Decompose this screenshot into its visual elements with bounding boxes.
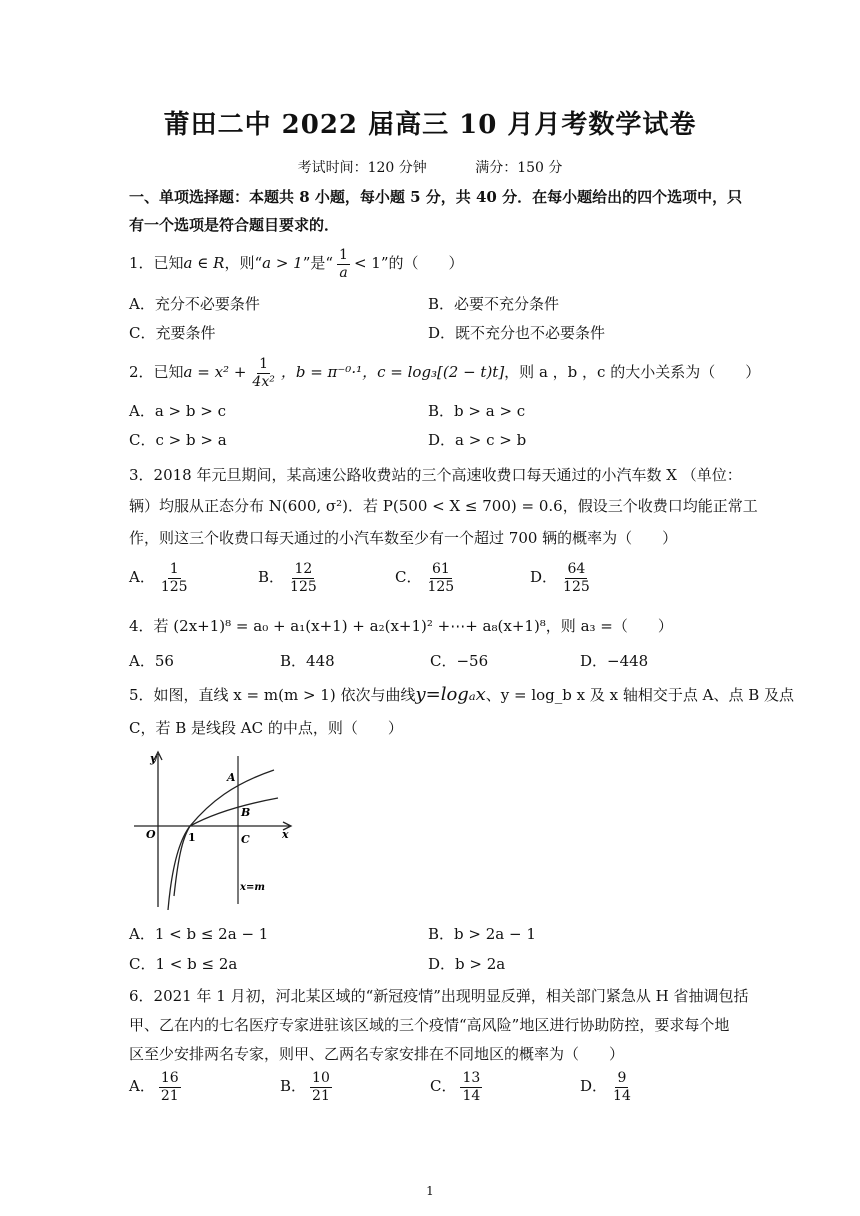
- q2-a-expr: a = x² +: [183, 363, 247, 382]
- q4-option-c: C．−56: [430, 652, 489, 670]
- q1-mid2: ”是“: [302, 254, 334, 273]
- q3-option-c: C． $\frac{61}{125}$: [395, 561, 455, 595]
- label-y: y: [150, 752, 157, 765]
- q5-figure: [128, 744, 298, 914]
- q1-option-c: C．充要条件: [129, 324, 216, 342]
- q2-option-d: D．a > c > b: [428, 431, 527, 449]
- q2-b-expr: ，b = π⁻⁰·¹，: [280, 363, 378, 382]
- q5-curve-expr: y=logₐx: [415, 684, 486, 705]
- q2-option-c: C．c > b > a: [129, 431, 227, 449]
- question-2: [129, 357, 760, 389]
- q6-line2: 甲、乙在内的七名医疗专家进驻该区域的三个疫情“高风险”地区进行协助防控，要求每个地: [129, 1016, 730, 1034]
- q1-math1: a ∈ R: [183, 254, 225, 273]
- label-point-a: A: [227, 771, 236, 784]
- q6-option-b: B． $\frac{10}{21}$: [280, 1070, 330, 1104]
- q6-option-d: D． $\frac{9}{14}$: [580, 1070, 631, 1104]
- label-line-x-eq-m: x=m: [240, 882, 265, 893]
- q2-option-a: A．a > b > c: [129, 402, 226, 420]
- label-x: x: [282, 828, 289, 841]
- q6-option-a: A． $\frac{16}{21}$: [129, 1070, 179, 1104]
- q3-line3: 作，则这三个收费口每天通过的小汽车数至少有一个超过 700 辆的概率为（ ）: [129, 529, 678, 547]
- q2-fraction: $\frac{1}{\text{4x²}}$: [252, 356, 275, 390]
- q3-line1: 3．2018 年元旦期间，某高速公路收费站的三个高速收费口每天通过的小汽车数 X （单位：: [129, 466, 742, 484]
- q1-before: 1．已知: [129, 254, 184, 273]
- q4-text: 4．若 (2x+1)⁸ = a₀ + a₁(x+1) + a₂(x+1)² +⋯+ a₈(x+1)⁸，则 a₃ =（ ）: [129, 617, 673, 635]
- q5-option-d: D．b > 2a: [428, 955, 506, 973]
- q2-after: ，则 a ，b ，c 的大小关系为（ ）: [504, 363, 761, 382]
- q6-line3: 区至少安排两名专家，则甲、乙两名专家安排在不同地区的概率为（ ）: [129, 1045, 625, 1063]
- q3-option-b: B． $\frac{12}{125}$: [258, 561, 317, 595]
- exam-score: 满分：150 分: [475, 160, 563, 176]
- q1-option-b: B．必要不充分条件: [428, 295, 560, 313]
- section-heading-line2: 有一个选项是符合题目要求的．: [129, 216, 340, 234]
- q1-after: ”的（ ）: [380, 254, 464, 273]
- label-point-b: B: [241, 806, 251, 819]
- q5-line2: C，若 B 是线段 AC 的中点，则（ ）: [129, 719, 403, 737]
- q2-c-expr: c = log₃[(2 − t)t]: [377, 363, 505, 382]
- q4-option-b: B．448: [280, 652, 335, 670]
- page-title: 莆田二中 2022 届高三 10 月月考数学试卷: [163, 110, 697, 140]
- q5-option-c: C．1 < b ≤ 2a: [129, 955, 238, 973]
- q5-option-b: B．b > 2a − 1: [428, 925, 536, 943]
- section-heading-line1: 一、单项选择题：本题共 8 小题，每小题 5 分，共 40 分．在每小题给出的四个选项中，只: [129, 188, 743, 206]
- q1-math3: < 1: [353, 254, 381, 273]
- label-one: 1: [188, 831, 196, 844]
- q6-line1: 6．2021 年 1 月初，河北某区域的“新冠疫情”出现明显反弹，相关部门紧急从 H 省抽调包括: [129, 987, 749, 1005]
- q5-option-a: A．1 < b ≤ 2a − 1: [129, 925, 269, 943]
- q1-mid1: ，则“: [224, 254, 263, 273]
- exam-time: 考试时间：120 分钟: [297, 160, 427, 176]
- q1-math2: a > 1: [262, 254, 303, 273]
- q1-fraction: $\frac{1}{a}$: [339, 247, 348, 281]
- exam-info: [0, 157, 860, 177]
- page-number: 1: [426, 1184, 434, 1198]
- label-point-c: C: [241, 833, 250, 846]
- q4-option-d: D．−448: [580, 652, 649, 670]
- q5-line1: 5．如图，直线 x = m(m > 1) 依次与曲线y=logₐx、y = log_b x 及 x 轴相交于点 A、点 B 及点: [129, 684, 794, 705]
- label-origin: O: [146, 828, 156, 841]
- q3-line2: 辆）均服从正态分布 N(600, σ²)．若 P(500 < X ≤ 700) = 0.6，假设三个收费口均能正常工: [129, 497, 758, 515]
- q3-option-a: A． $\frac{1}{125}$: [129, 561, 188, 595]
- question-1: [129, 248, 464, 280]
- q1-option-a: A．充分不必要条件: [129, 295, 260, 313]
- q2-before: 2．已知: [129, 363, 184, 382]
- q2-option-b: B．b > a > c: [428, 402, 526, 420]
- q4-option-a: A．56: [129, 652, 174, 670]
- q1-option-d: D．既不充分也不必要条件: [428, 324, 606, 342]
- q6-option-c: C． $\frac{13}{14}$: [430, 1070, 481, 1104]
- q3-option-d: D． $\frac{64}{125}$: [530, 561, 590, 595]
